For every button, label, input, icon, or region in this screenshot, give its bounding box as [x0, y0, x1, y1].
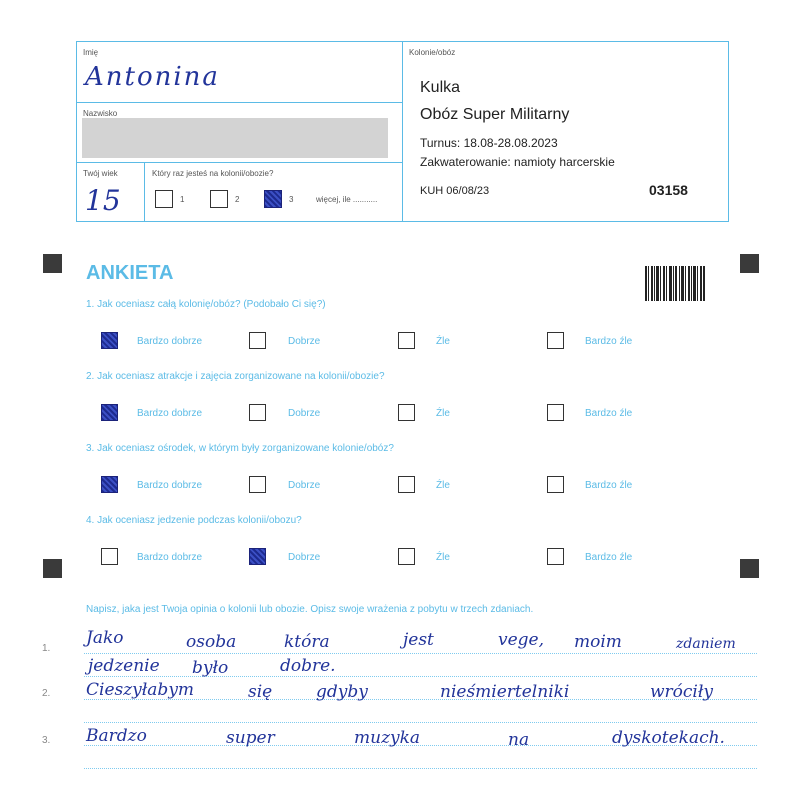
- q4-option-bardzo-dobrze-checkbox[interactable]: [101, 548, 118, 565]
- age-label: Twój wiek: [83, 169, 118, 178]
- handwriting-word: jedzenie: [88, 656, 160, 676]
- camp-name-2: Obóz Super Militarny: [420, 106, 570, 123]
- q1-option-zle-checkbox[interactable]: [398, 332, 415, 349]
- handwriting-word: super: [226, 728, 275, 748]
- times-more-label: więcej, ile ...........: [316, 195, 378, 204]
- handwriting-word: się: [248, 682, 273, 702]
- times-checkbox-3[interactable]: [264, 190, 282, 208]
- times-label: Który raz jesteś na kolonii/obozie?: [152, 169, 274, 178]
- q3-option-bardzo-zle-checkbox[interactable]: [547, 476, 564, 493]
- q2-option-bardzo-dobrze-checkbox[interactable]: [101, 404, 118, 421]
- handwriting-word: vege,: [498, 630, 545, 650]
- handwriting-word: zdaniem: [676, 636, 736, 652]
- alignment-marker-bottom-right: [740, 559, 759, 578]
- q2-option-zle-checkbox[interactable]: [398, 404, 415, 421]
- times-option-1: 1: [180, 195, 185, 204]
- handwriting-word: gdyby: [316, 682, 368, 702]
- question-2: 2. Jak oceniasz atrakcje i zajęcia zorganizowane na kolonii/obozie?: [86, 371, 385, 382]
- q2-option-dobrze-label: Dobrze: [288, 408, 321, 419]
- header-divider-age: [144, 162, 145, 221]
- writing-line-3b: [84, 768, 757, 769]
- q2-option-zle-label: Źle: [436, 408, 450, 419]
- q2-option-bardzo-zle-checkbox[interactable]: [547, 404, 564, 421]
- times-checkbox-2[interactable]: [210, 190, 228, 208]
- writing-line-1: [84, 653, 757, 654]
- question-3: 3. Jak oceniasz ośrodek, w którym były zorganizowane kolonie/obóz?: [86, 443, 394, 454]
- handwriting-word: nieśmiertelniki: [440, 682, 570, 702]
- q4-option-zle-label: Źle: [436, 552, 450, 563]
- question-4: 4. Jak oceniasz jedzenie podczas kolonii/obozu?: [86, 515, 302, 526]
- line-number-2: 2.: [42, 688, 51, 699]
- q3-option-bardzo-dobrze-checkbox[interactable]: [101, 476, 118, 493]
- q4-option-dobrze-checkbox[interactable]: [249, 548, 266, 565]
- writing-line-1b: [84, 676, 757, 677]
- age-value: 15: [85, 184, 121, 217]
- q3-option-dobrze-checkbox[interactable]: [249, 476, 266, 493]
- camp-name-1: Kulka: [420, 79, 461, 96]
- q2-option-dobrze-checkbox[interactable]: [249, 404, 266, 421]
- times-option-2: 2: [235, 195, 240, 204]
- alignment-marker-top-left: [43, 254, 62, 273]
- camp-label: Kolonie/obóz: [409, 48, 456, 57]
- form-number: 03158: [649, 182, 688, 198]
- barcode: [645, 266, 705, 301]
- q1-option-dobrze-label: Dobrze: [288, 336, 321, 347]
- q4-option-bardzo-zle-label: Bardzo źle: [585, 552, 633, 563]
- handwriting-word: wróciły: [650, 682, 713, 702]
- accommodation-text: Zakwaterowanie: namioty harcerskie: [420, 155, 615, 169]
- handwriting-word: dobre.: [280, 656, 336, 676]
- alignment-marker-bottom-left: [43, 559, 62, 578]
- handwriting-word: osoba: [186, 632, 237, 652]
- q1-option-bardzo-dobrze-checkbox[interactable]: [101, 332, 118, 349]
- q2-option-bardzo-dobrze-label: Bardzo dobrze: [137, 408, 203, 419]
- header-divider-name: [77, 102, 402, 103]
- surname-redacted: [82, 118, 388, 158]
- line-number-1: 1.: [42, 643, 51, 654]
- turnus-text: Turnus: 18.08-28.08.2023: [420, 136, 558, 150]
- writing-line-2b: [84, 722, 757, 723]
- header-divider-vertical: [402, 42, 403, 221]
- handwriting-word: jest: [403, 630, 434, 650]
- alignment-marker-top-right: [740, 254, 759, 273]
- handwriting-word: moim: [574, 632, 622, 652]
- header-divider-surname: [77, 162, 402, 163]
- q3-option-zle-checkbox[interactable]: [398, 476, 415, 493]
- question-1: 1. Jak oceniasz całą kolonię/obóz? (Podobało Ci się?): [86, 299, 326, 310]
- times-option-3: 3: [289, 195, 294, 204]
- q3-option-zle-label: Źle: [436, 480, 450, 491]
- q3-option-dobrze-label: Dobrze: [288, 480, 321, 491]
- opinion-prompt: Napisz, jaka jest Twoja opinia o kolonii lub obozie. Opisz swoje wrażenia z pobytu w trzech zdaniach.: [86, 604, 534, 615]
- handwriting-word: Jako: [86, 628, 124, 648]
- q3-option-bardzo-dobrze-label: Bardzo dobrze: [137, 480, 203, 491]
- name-value: Antonina: [85, 62, 220, 92]
- camp-code: KUH 06/08/23: [420, 185, 490, 197]
- line-number-3: 3.: [42, 735, 51, 746]
- handwriting-word: było: [192, 658, 229, 678]
- surname-label: Nazwisko: [83, 109, 118, 118]
- handwriting-word: na: [508, 730, 530, 750]
- q4-option-bardzo-dobrze-label: Bardzo dobrze: [137, 552, 203, 563]
- handwriting-word: która: [284, 632, 330, 652]
- q1-option-bardzo-zle-checkbox[interactable]: [547, 332, 564, 349]
- handwriting-word: Cieszyłabym: [86, 680, 195, 700]
- q4-option-zle-checkbox[interactable]: [398, 548, 415, 565]
- q1-option-dobrze-checkbox[interactable]: [249, 332, 266, 349]
- q1-option-bardzo-zle-label: Bardzo źle: [585, 336, 633, 347]
- name-label: Imię: [83, 48, 99, 57]
- q2-option-bardzo-zle-label: Bardzo źle: [585, 408, 633, 419]
- q1-option-bardzo-dobrze-label: Bardzo dobrze: [137, 336, 203, 347]
- q3-option-bardzo-zle-label: Bardzo źle: [585, 480, 633, 491]
- survey-title: ANKIETA: [86, 262, 174, 284]
- q4-option-bardzo-zle-checkbox[interactable]: [547, 548, 564, 565]
- times-checkbox-1[interactable]: [155, 190, 173, 208]
- handwriting-word: muzyka: [354, 728, 421, 748]
- header-form: [76, 41, 729, 222]
- q4-option-dobrze-label: Dobrze: [288, 552, 321, 563]
- q1-option-zle-label: Źle: [436, 336, 450, 347]
- handwriting-word: Bardzo: [86, 726, 147, 746]
- handwriting-word: dyskotekach.: [612, 728, 725, 748]
